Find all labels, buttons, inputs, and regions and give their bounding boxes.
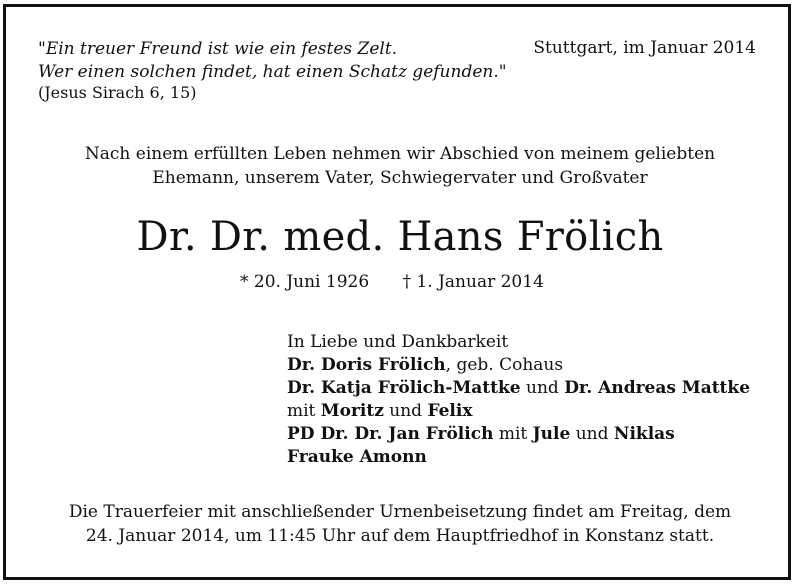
signer-line-1: Dr. Doris Frölich, geb. Cohaus: [287, 355, 564, 375]
signers-block: [287, 331, 750, 469]
signer-line-3: mit Moritz und Felix: [287, 401, 473, 421]
quote-line-2: Wer einen solchen findet, hat einen Schatz gefunden.": [38, 62, 507, 82]
signer-name: Frauke Amonn: [287, 447, 427, 467]
intro-line-2: Ehemann, unserem Vater, Schwiegervater und Großvater: [152, 168, 648, 188]
funeral-line-2: 24. Januar 2014, um 11:45 Uhr auf dem Hauptfriedhof in Konstanz statt.: [85, 526, 715, 546]
place-date: Stuttgart, im Januar 2014: [533, 38, 756, 58]
signer-name: Jule: [532, 424, 571, 444]
signer-line-2: Dr. Katja Frölich-Mattke und Dr. Andreas Mattke: [287, 378, 751, 398]
birth-date: * 20. Juni 1926: [240, 272, 370, 292]
deceased-name: Dr. Dr. med. Hans Frölich: [136, 214, 664, 260]
signer-name: PD Dr. Dr. Jan Frölich: [287, 424, 494, 444]
signer-line-4: PD Dr. Dr. Jan Frölich mit Jule und Niklas: [287, 424, 675, 444]
intro-line-1: Nach einem erfüllten Leben nehmen wir Abschied von meinem geliebten: [84, 144, 716, 164]
bible-quote: [38, 38, 507, 84]
intro-text: [0, 142, 800, 190]
signer-line-5: [287, 446, 750, 469]
funeral-info: [0, 500, 800, 548]
quote-reference: (Jesus Sirach 6, 15): [38, 83, 197, 102]
signers-opening: In Liebe und Dankbarkeit: [287, 332, 509, 352]
signer-name: Dr. Doris Frölich: [287, 355, 446, 375]
signer-name: Felix: [427, 401, 473, 421]
death-date: † 1. Januar 2014: [402, 272, 544, 292]
signer-name: Dr. Andreas Mattke: [564, 378, 751, 398]
signer-name: Moritz: [320, 401, 384, 421]
funeral-line-1: Die Trauerfeier mit anschließender Urnenbeisetzung findet am Freitag, dem: [68, 502, 732, 522]
life-dates: [240, 272, 544, 292]
signer-name: Niklas: [613, 424, 675, 444]
signer-name: Dr. Katja Frölich-Mattke: [287, 378, 521, 398]
quote-line-1: "Ein treuer Freund ist wie ein festes Zelt.: [38, 39, 398, 59]
